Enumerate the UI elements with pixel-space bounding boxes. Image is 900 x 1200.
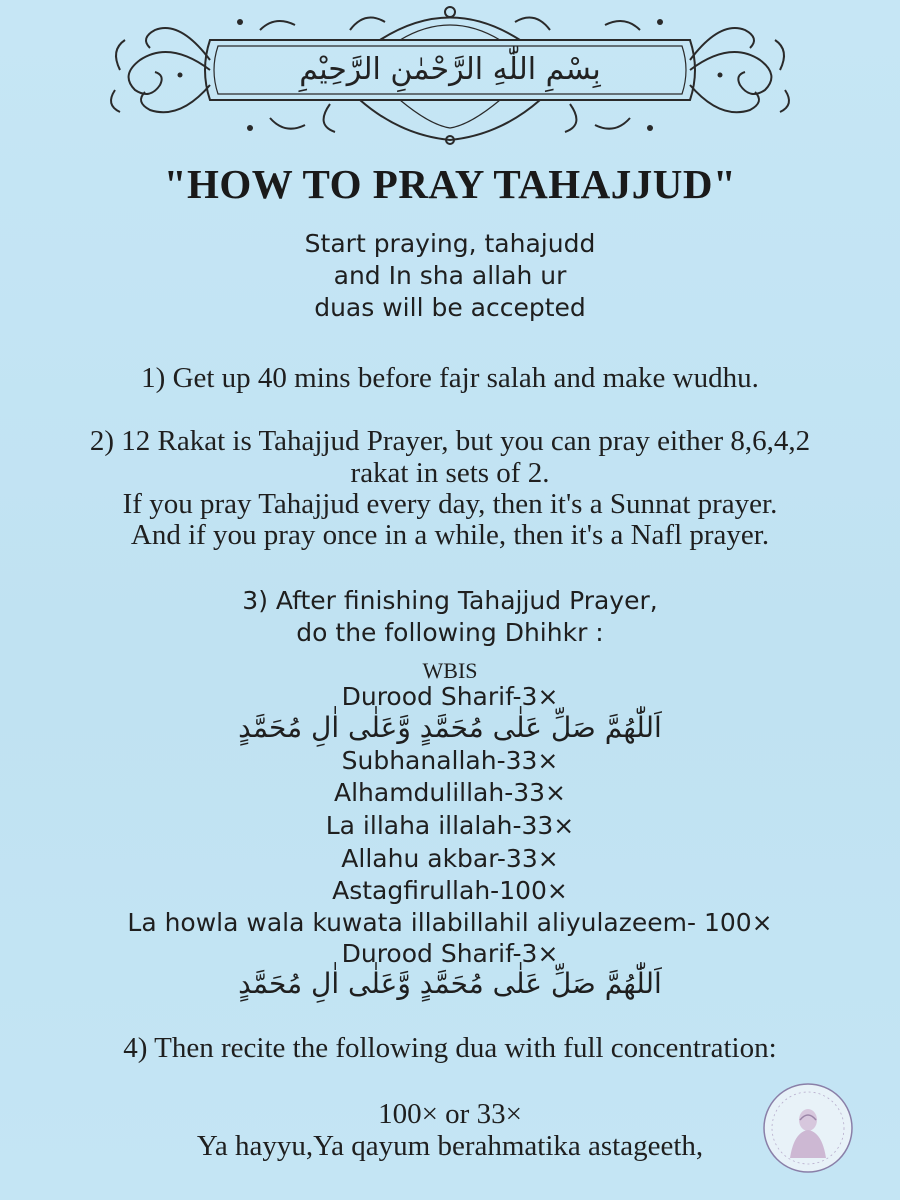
- dhikr-la-howla: La howla wala kuwata illabillahil aliyulazeem- 100×: [127, 908, 773, 937]
- step-3-line-1: 3) After finishing Tahajjud Prayer,: [242, 586, 658, 615]
- dhikr-durood-arabic-1: اَللّٰهُمَّ صَلِّ عَلٰى مُحَمَّدٍ وَّعَلٰى اٰلِ مُحَمَّدٍ: [238, 711, 662, 744]
- step-1-text: 1) Get up 40 mins before fajr salah and make wudhu.: [141, 362, 759, 394]
- bismillah-text: بِسْمِ اللّٰهِ الرَّحْمٰنِ الرَّحِيْمِ: [299, 52, 601, 87]
- dhikr-allahu-akbar: Allahu akbar-33×: [341, 844, 559, 873]
- dhikr-subhanallah: Subhanallah-33×: [341, 746, 559, 775]
- step-2-line-2: rakat in sets of 2.: [350, 457, 550, 489]
- dhikr-durood-2: Durood Sharif-3×: [341, 939, 559, 968]
- intro-line-2: and In sha allah ur: [333, 261, 567, 290]
- page-title: "HOW TO PRAY TAHAJJUD": [163, 161, 737, 207]
- watermark-seal: [760, 1080, 856, 1176]
- dua-text: Ya hayyu,Ya qayum berahmatika astageeth,: [196, 1130, 704, 1162]
- step-3-line-2: do the following Dhihkr :: [296, 618, 604, 647]
- dhikr-alhamdulillah: Alhamdulillah-33×: [333, 778, 566, 807]
- dhikr-la-illaha: La illaha illalah-33×: [325, 811, 575, 840]
- step-4-text: 4) Then recite the following dua with full concentration:: [123, 1032, 777, 1064]
- intro-line-3: duas will be accepted: [314, 293, 586, 322]
- wbis-label: WBIS: [422, 658, 478, 683]
- dhikr-durood-arabic-2: اَللّٰهُمَّ صَلِّ عَلٰى مُحَمَّدٍ وَّعَلٰى اٰلِ مُحَمَّدٍ: [238, 967, 662, 1000]
- intro-line-1: Start praying, tahajudd: [304, 229, 596, 258]
- dhikr-astagfirullah: Astagfirullah-100×: [332, 876, 568, 905]
- dua-count: 100× or 33×: [378, 1098, 522, 1130]
- step-2-line-4: And if you pray once in a while, then it's a Nafl prayer.: [130, 519, 770, 551]
- step-2-line-1: 2) 12 Rakat is Tahajjud Prayer, but you can pray either 8,6,4,2: [89, 425, 811, 457]
- step-2-line-3: If you pray Tahajjud every day, then it's a Sunnat prayer.: [122, 488, 778, 520]
- dhikr-durood-1: Durood Sharif-3×: [341, 682, 559, 711]
